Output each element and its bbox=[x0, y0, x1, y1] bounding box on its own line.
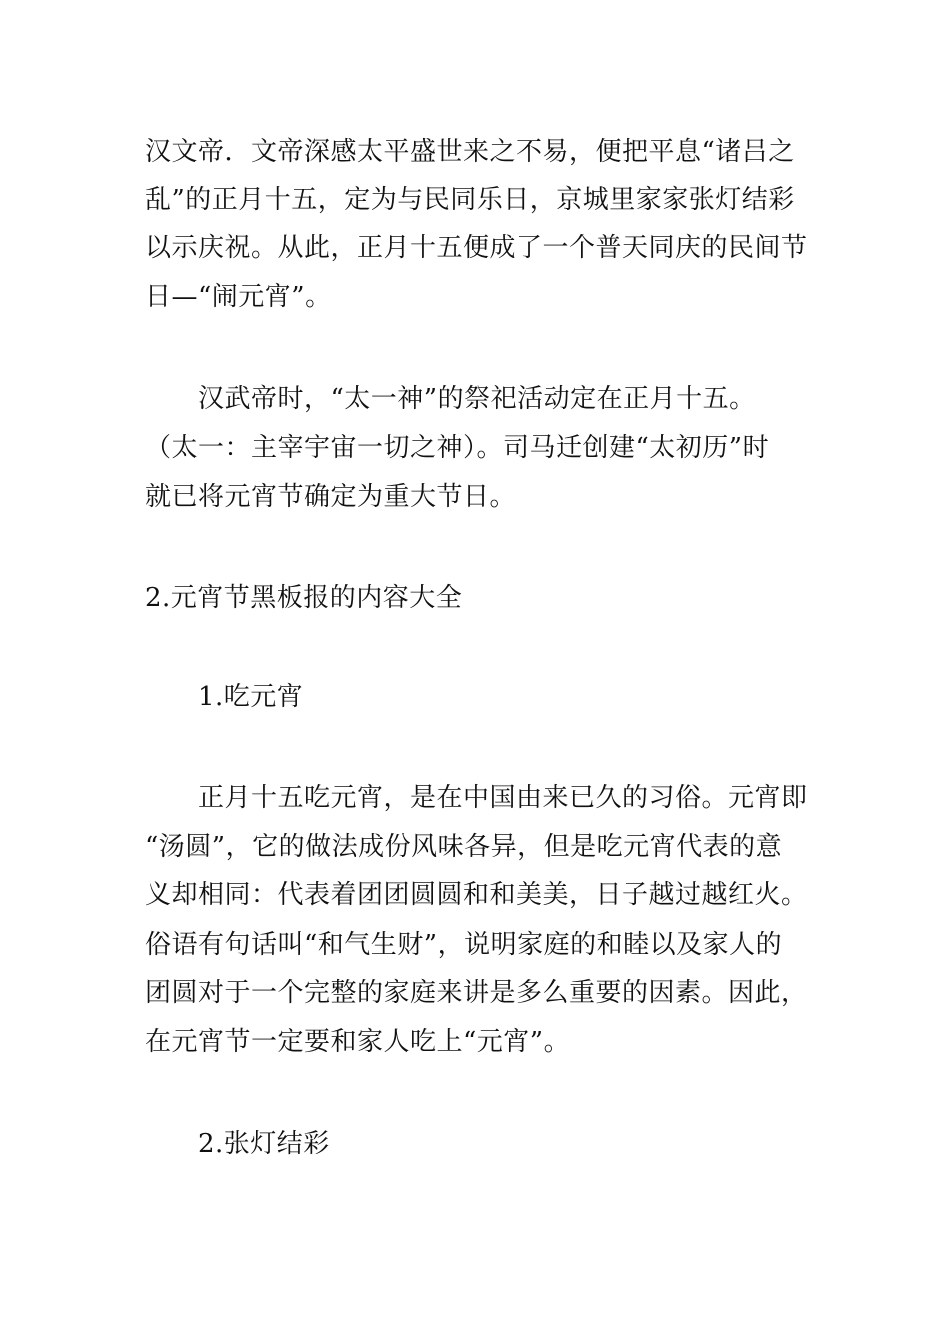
paragraph-3-line-4: 俗语有句话叫“和气生财”，说明家庭的和睦以及家人的 bbox=[145, 930, 783, 960]
paragraph-1-line-2: 乱”的正月十五，定为与民同乐日，京城里家家张灯结彩 bbox=[145, 185, 795, 215]
paragraph-2-line-3: 就已将元宵节确定为重大节日。 bbox=[145, 482, 517, 512]
paragraph-3-line-5: 团圆对于一个完整的家庭来讲是多么重要的因素。因此， bbox=[145, 978, 808, 1008]
paragraph-3-line-1: 正月十五吃元宵，是在中国由来已久的习俗。元宵即 bbox=[198, 783, 808, 813]
section-heading: 2.元宵节黑板报的内容大全 bbox=[145, 583, 463, 613]
paragraph-2-line-2: （太一：主宰宇宙一切之神）。司马迁创建“太初历”时 bbox=[145, 433, 770, 463]
paragraph-3-line-3: 义却相同：代表着团团圆圆和和美美，日子越过越红火。 bbox=[145, 880, 808, 910]
paragraph-3-line-6: 在元宵节一定要和家人吃上“元宵”。 bbox=[145, 1027, 571, 1057]
subheading-lanterns: 2.张灯结彩 bbox=[198, 1129, 330, 1159]
paragraph-2-line-1: 汉武帝时，“太一神”的祭祀活动定在正月十五。 bbox=[198, 384, 756, 414]
paragraph-1-line-3: 以示庆祝。从此，正月十五便成了一个普天同庆的民间节 bbox=[145, 233, 808, 263]
paragraph-3-line-2: “汤圆”，它的做法成份风味各异，但是吃元宵代表的意 bbox=[145, 832, 783, 862]
subheading-eat-yuanxiao: 1.吃元宵 bbox=[198, 682, 304, 712]
paragraph-1-line-4: 日—“闹元宵”。 bbox=[145, 282, 332, 312]
paragraph-1-line-1: 汉文帝．文帝深感太平盛世来之不易，便把平息“诸吕之 bbox=[145, 137, 795, 167]
